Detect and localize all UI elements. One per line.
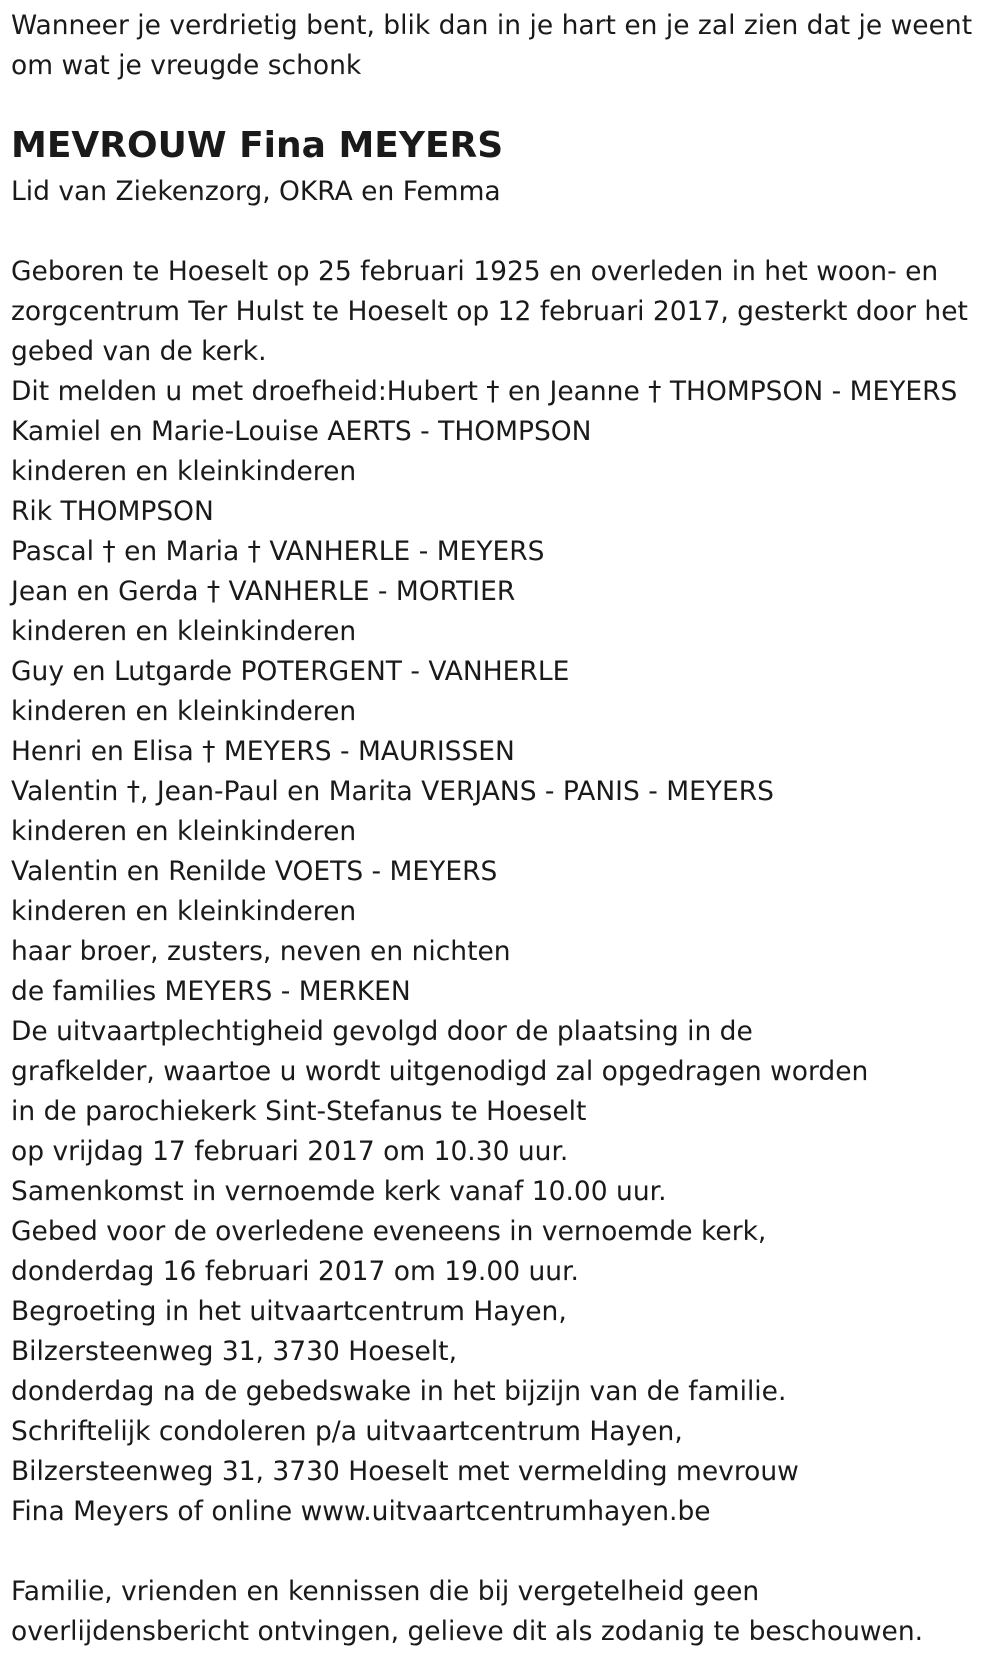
- ceremony-line: Bilzersteenweg 31, 3730 Hoeselt,: [11, 1336, 457, 1367]
- family-line: Henri en Elisa † MEYERS - MAURISSEN: [11, 736, 515, 767]
- family-line: Dit melden u met droefheid:Hubert † en Jeanne † THOMPSON - MEYERS: [11, 376, 958, 407]
- ceremony-details: [11, 1012, 996, 1532]
- family-line: Valentin en Renilde VOETS - MEYERS: [11, 856, 498, 887]
- ceremony-line: Samenkomst in vernoemde kerk vanaf 10.00 uur.: [11, 1176, 667, 1207]
- family-line: kinderen en kleinkinderen: [11, 456, 357, 487]
- family-line: kinderen en kleinkinderen: [11, 696, 357, 727]
- quote-line: om wat je vreugde schonk: [11, 50, 362, 81]
- spacer: [11, 1532, 996, 1572]
- ceremony-line: grafkelder, waartoe u wordt uitgenodigd zal opgedragen worden: [11, 1056, 869, 1087]
- family-line: Pascal † en Maria † VANHERLE - MEYERS: [11, 536, 545, 567]
- family-line: kinderen en kleinkinderen: [11, 616, 357, 647]
- text-line: gebed van de kerk.: [11, 336, 267, 367]
- deceased-name: MEVROUW Fina MEYERS: [11, 125, 504, 166]
- spacer: [11, 212, 996, 252]
- ceremony-line: in de parochiekerk Sint-Stefanus te Hoeselt: [11, 1096, 587, 1127]
- closing-note: [11, 1572, 996, 1652]
- closing-line: Familie, vrienden en kennissen die bij vergetelheid geen: [11, 1576, 760, 1607]
- closing-line: overlijdensbericht ontvingen, gelieve dit als zodanig te beschouwen.: [11, 1616, 924, 1647]
- ceremony-line: Schriftelijk condoleren p/a uitvaartcentrum Hayen,: [11, 1416, 683, 1447]
- ceremony-line: De uitvaartplechtigheid gevolgd door de plaatsing in de: [11, 1016, 753, 1047]
- family-line: de families MEYERS - MERKEN: [11, 976, 411, 1007]
- obituary-notice: [11, 6, 996, 1652]
- ceremony-line: donderdag 16 februari 2017 om 19.00 uur.: [11, 1256, 579, 1287]
- opening-quote: [11, 6, 996, 86]
- ceremony-line: op vrijdag 17 februari 2017 om 10.30 uur.: [11, 1136, 569, 1167]
- ceremony-line: donderdag na de gebedswake in het bijzijn van de familie.: [11, 1376, 787, 1407]
- quote-line: Wanneer je verdrietig bent, blik dan in je hart en je zal zien dat je weent: [11, 10, 973, 41]
- ceremony-line: Bilzersteenweg 31, 3730 Hoeselt met vermelding mevrouw: [11, 1456, 799, 1487]
- family-line: Guy en Lutgarde POTERGENT - VANHERLE: [11, 656, 570, 687]
- family-list: [11, 372, 996, 1012]
- family-line: Rik THOMPSON: [11, 496, 214, 527]
- family-line: kinderen en kleinkinderen: [11, 816, 357, 847]
- membership-line: Lid van Ziekenzorg, OKRA en Femma: [11, 176, 501, 207]
- family-line: Kamiel en Marie-Louise AERTS - THOMPSON: [11, 416, 592, 447]
- text-line: zorgcentrum Ter Hulst te Hoeselt op 12 februari 2017, gesterkt door het: [11, 296, 968, 327]
- ceremony-line: Fina Meyers of online www.uitvaartcentrumhayen.be: [11, 1496, 711, 1527]
- family-line: kinderen en kleinkinderen: [11, 896, 357, 927]
- birth-death-paragraph: [11, 252, 996, 372]
- family-line: Valentin †, Jean-Paul en Marita VERJANS - PANIS - MEYERS: [11, 776, 774, 807]
- ceremony-line: Gebed voor de overledene eveneens in vernoemde kerk,: [11, 1216, 767, 1247]
- family-line: haar broer, zusters, neven en nichten: [11, 936, 511, 967]
- text-line: Geboren te Hoeselt op 25 februari 1925 en overleden in het woon- en: [11, 256, 939, 287]
- ceremony-line: Begroeting in het uitvaartcentrum Hayen,: [11, 1296, 567, 1327]
- family-line: Jean en Gerda † VANHERLE - MORTIER: [11, 576, 516, 607]
